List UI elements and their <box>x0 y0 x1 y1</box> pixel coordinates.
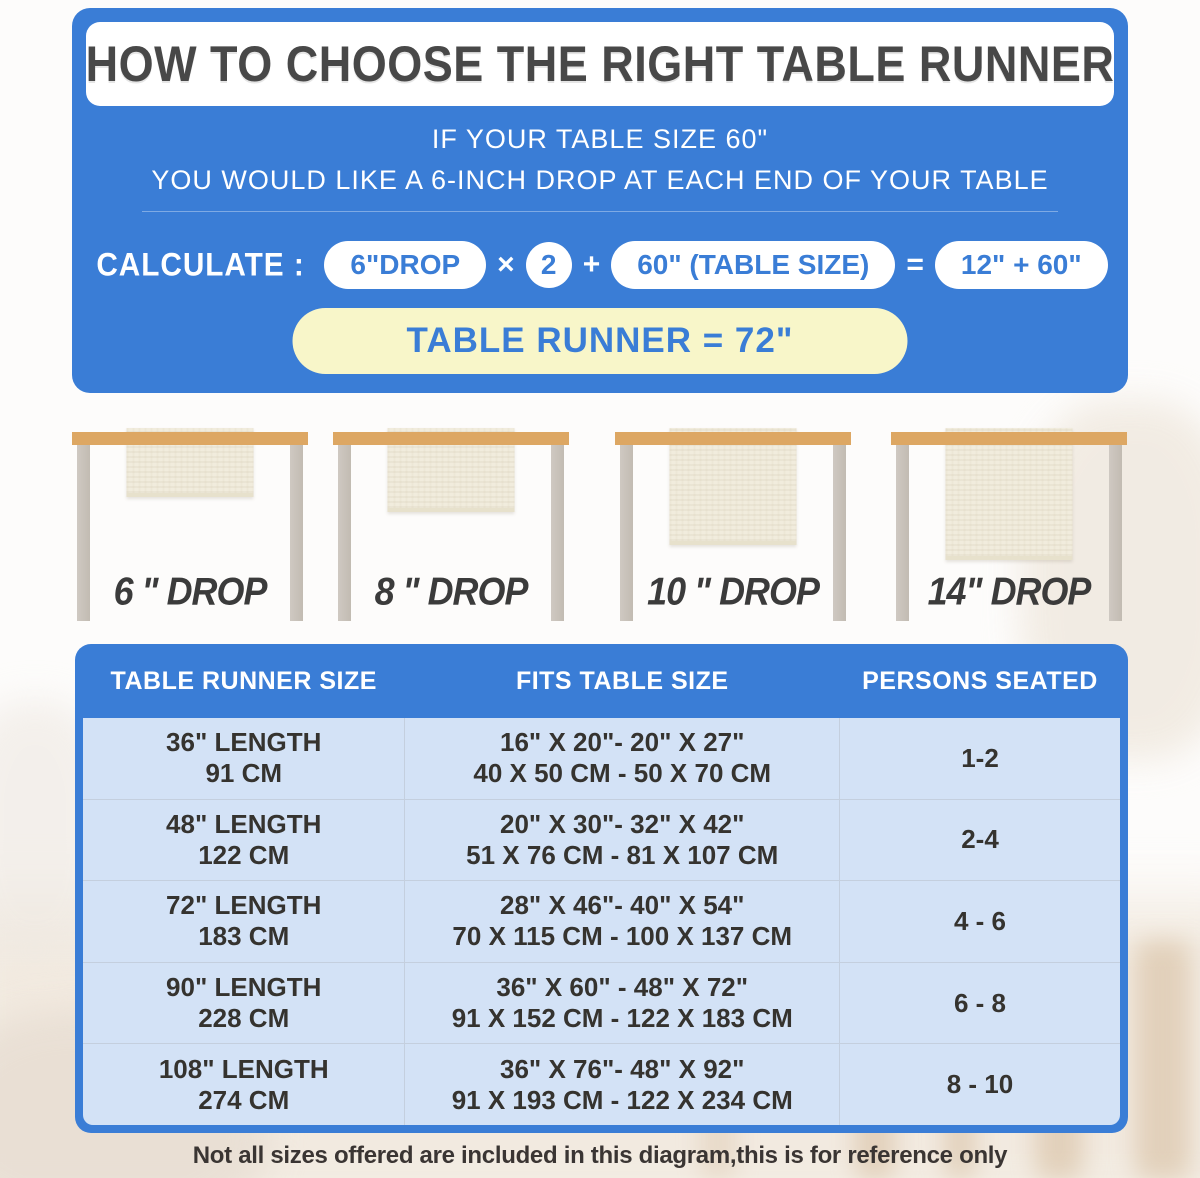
intro-text <box>72 124 1128 196</box>
runner-size-cm: 91 CM <box>205 758 283 789</box>
runner-size-cm: 183 CM <box>198 921 290 952</box>
runner-size-cm: 122 CM <box>198 839 290 870</box>
runner-size-cm: 274 CM <box>198 1084 290 1115</box>
table-size-pill: 60" (TABLE SIZE) <box>611 241 895 289</box>
result-text: TABLE RUNNER = 72" <box>406 321 794 360</box>
persons-count: 2-4 <box>961 824 999 855</box>
calculation-row <box>72 240 1128 290</box>
intro-line-1: IF YOUR TABLE SIZE 60" <box>431 124 769 154</box>
runner-size-cell <box>83 963 404 1044</box>
table-row <box>83 1043 1120 1125</box>
column-header-fits-table: FITS TABLE SIZE <box>515 666 729 695</box>
size-chart-body <box>83 718 1120 1125</box>
runner-size-inches: 90" LENGTH <box>166 972 322 1003</box>
persons-cell <box>840 718 1120 799</box>
size-chart-header <box>83 644 1120 718</box>
title-box <box>86 22 1114 106</box>
fits-table-cell <box>404 1044 840 1125</box>
persons-cell <box>840 1044 1120 1125</box>
drop-label: 8 " DROP <box>374 569 528 613</box>
fits-inches: 36" X 60" - 48" X 72" <box>496 972 749 1003</box>
tabletop <box>333 432 569 445</box>
instruction-banner <box>72 8 1128 393</box>
fits-cm: 91 X 152 CM - 122 X 183 CM <box>451 1003 793 1034</box>
fits-table-cell <box>404 963 840 1044</box>
table-figure-6-drop <box>72 425 308 621</box>
multiply-sign: × <box>497 248 515 281</box>
table-row <box>83 718 1120 799</box>
runner-size-inches: 72" LENGTH <box>166 890 322 921</box>
fits-cm: 91 X 193 CM - 122 X 234 CM <box>451 1084 793 1115</box>
persons-cell <box>840 881 1120 962</box>
column-header-persons: PERSONS SEATED <box>862 666 1098 695</box>
fits-table-cell <box>404 718 840 799</box>
persons-count: 1-2 <box>961 742 999 773</box>
runner-cloth <box>670 428 797 545</box>
table-row <box>83 962 1120 1044</box>
table-figure-14-drop <box>891 425 1127 621</box>
persons-count: 6 - 8 <box>953 987 1006 1018</box>
runner-size-cell <box>83 800 404 881</box>
persons-count: 4 - 6 <box>953 905 1006 936</box>
sum-pill: 12" + 60" <box>935 241 1108 289</box>
page-title: HOW TO CHOOSE THE RIGHT TABLE RUNNER <box>85 34 1115 92</box>
fits-cm: 51 X 76 CM - 81 X 107 CM <box>466 839 779 870</box>
runner-size-cell <box>83 881 404 962</box>
fits-inches: 36" X 76"- 48" X 92" <box>500 1053 745 1084</box>
tabletop <box>72 432 308 445</box>
table-row <box>83 799 1120 881</box>
runner-size-cm: 228 CM <box>198 1003 290 1034</box>
drop-value-pill: 6"DROP <box>324 241 486 289</box>
persons-cell <box>840 800 1120 881</box>
drop-label: 6 " DROP <box>113 569 267 613</box>
runner-size-inches: 48" LENGTH <box>166 808 322 839</box>
runner-size-cell <box>83 718 404 799</box>
banner-divider <box>142 211 1058 212</box>
footnote: Not all sizes offered are included in this diagram,this is for reference only <box>192 1142 1008 1169</box>
tabletop <box>615 432 851 445</box>
fits-cm: 70 X 115 CM - 100 X 137 CM <box>452 921 793 952</box>
runner-size-inches: 36" LENGTH <box>166 727 322 758</box>
column-header-runner-size: TABLE RUNNER SIZE <box>110 666 377 695</box>
equals-sign: = <box>906 248 924 281</box>
runner-size-inches: 108" LENGTH <box>158 1053 329 1084</box>
runner-cloth <box>946 428 1073 560</box>
fits-table-cell <box>404 881 840 962</box>
fits-inches: 20" X 30"- 32" X 42" <box>500 808 745 839</box>
drop-label: 10 " DROP <box>647 569 819 613</box>
table-figure-8-drop <box>333 425 569 621</box>
fits-table-cell <box>404 800 840 881</box>
fits-cm: 40 X 50 CM - 50 X 70 CM <box>473 758 772 789</box>
plus-sign: + <box>582 248 601 281</box>
table-row <box>83 880 1120 962</box>
fits-inches: 16" X 20"- 20" X 27" <box>500 727 745 758</box>
table-figure-10-drop <box>615 425 851 621</box>
size-chart-panel <box>75 644 1128 1133</box>
result-pill <box>293 308 908 374</box>
calculate-label: CALCULATE : <box>96 246 306 283</box>
fits-inches: 28" X 46"- 40" X 54" <box>500 890 745 921</box>
multiplier-circle: 2 <box>526 242 572 288</box>
tabletop <box>891 432 1127 445</box>
drop-label: 14" DROP <box>927 569 1091 613</box>
persons-count: 8 - 10 <box>946 1069 1014 1100</box>
intro-line-2: YOU WOULD LIKE A 6-INCH DROP AT EACH END OF YOUR TABLE <box>151 165 1049 195</box>
persons-cell <box>840 963 1120 1044</box>
runner-size-cell <box>83 1044 404 1125</box>
